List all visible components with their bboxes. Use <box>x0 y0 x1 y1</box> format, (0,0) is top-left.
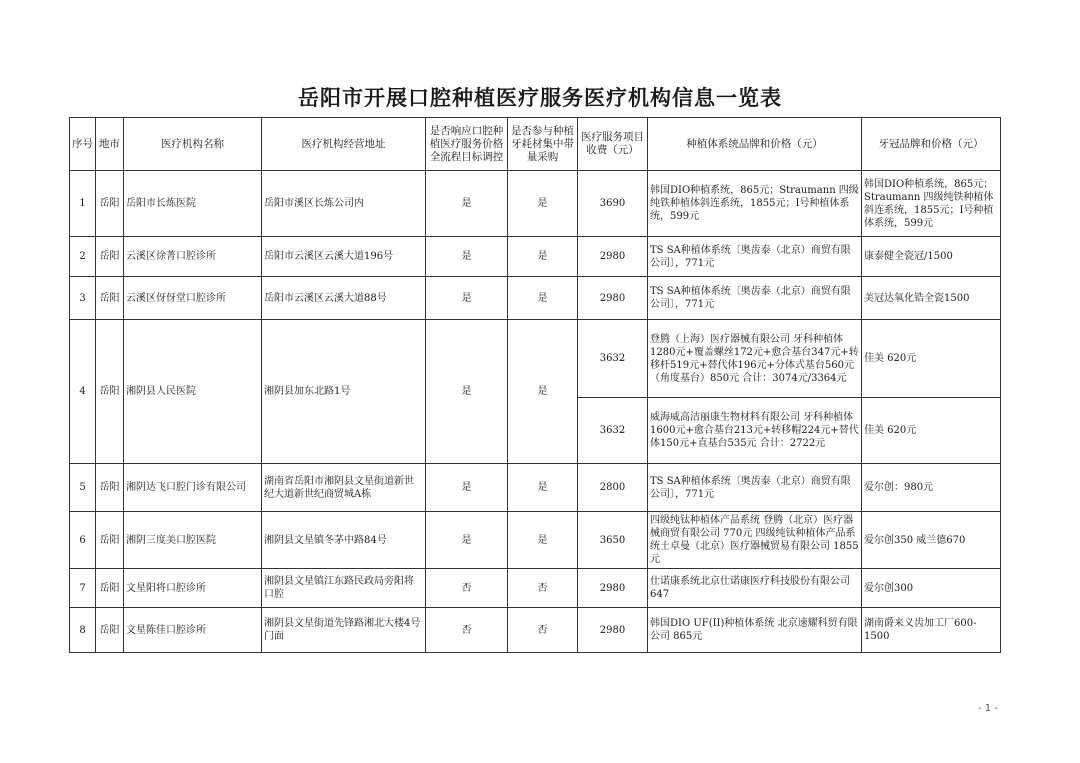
row-address: 湘阴县文星镇江东路民政局旁阳将口腔 <box>262 569 426 608</box>
row-city: 岳阳 <box>96 608 124 653</box>
row-price-control: 是 <box>426 277 508 320</box>
row-procurement: 是 <box>508 277 578 320</box>
row-procurement: 否 <box>508 569 578 608</box>
row-implant: 韩国DIO种植系统，865元；Straumann 四级纯铁种植体斜连系统，1855元；I号种植体系统，599元 <box>648 171 862 237</box>
row-crown: 爱尔创350 威兰德670 <box>862 512 1001 569</box>
row-seq: 1 <box>70 171 96 237</box>
header-row <box>70 118 1001 171</box>
header-city: 地市 <box>96 118 124 171</box>
row-procurement: 是 <box>508 320 578 464</box>
row-implant: TS SA种植体系统〔奥齿泰（北京）商贸有限公司〕，771元 <box>648 277 862 320</box>
table-row <box>70 512 1001 569</box>
row-procurement: 否 <box>508 608 578 653</box>
row-procurement: 是 <box>508 512 578 569</box>
row-seq: 8 <box>70 608 96 653</box>
row-seq: 3 <box>70 277 96 320</box>
table-row <box>70 608 1001 653</box>
row-implant: 韩国DIO UF(II)种植体系统 北京速耀科贸有限公司 865元 <box>648 608 862 653</box>
row-crown: 康泰健全瓷冠/1500 <box>862 237 1001 277</box>
row-city: 岳阳 <box>96 277 124 320</box>
row-name: 云溪区徐菁口腔诊所 <box>124 237 262 277</box>
header-crown: 牙冠品牌和价格（元） <box>862 118 1001 171</box>
row-address: 岳阳市云溪区云溪大道196号 <box>262 237 426 277</box>
row-seq: 4 <box>70 320 96 464</box>
row-name: 湘阴县人民医院 <box>124 320 262 464</box>
row-name: 湘阴达飞口腔门诊有限公司 <box>124 464 262 512</box>
header-price-control: 是否响应口腔种植医疗服务价格全流程目标调控 <box>426 118 508 171</box>
row-name: 文星陈佳口腔诊所 <box>124 608 262 653</box>
row-address: 湘阴县文星街道先锋路湘北大楼4号门面 <box>262 608 426 653</box>
row-address: 湖南省岳阳市湘阴县文星街道新世纪大道新世纪商贸城A栋 <box>262 464 426 512</box>
row-implant: 威海威高洁丽康生物材料有限公司 牙科种植体1600元+愈合基台213元+转移帽224元+替代体150元+直基台535元 合计：2722元 <box>648 398 862 464</box>
row-procurement: 是 <box>508 237 578 277</box>
row-fee: 2980 <box>578 237 648 277</box>
header-procurement: 是否参与种植牙耗材集中带量采购 <box>508 118 578 171</box>
row-name: 文星阳将口腔诊所 <box>124 569 262 608</box>
table-row <box>70 237 1001 277</box>
row-city: 岳阳 <box>96 320 124 464</box>
header-implant: 种植体系统品牌和价格（元） <box>648 118 862 171</box>
row-address: 湘阴县加东北路1号 <box>262 320 426 464</box>
row-fee: 3632 <box>578 320 648 398</box>
row-seq: 5 <box>70 464 96 512</box>
row-name: 湘阴三度美口腔医院 <box>124 512 262 569</box>
row-price-control: 否 <box>426 569 508 608</box>
table-row <box>70 464 1001 512</box>
row-procurement: 是 <box>508 171 578 237</box>
row-city: 岳阳 <box>96 512 124 569</box>
row-price-control: 是 <box>426 512 508 569</box>
row-address: 岳阳市溪区长炼公司内 <box>262 171 426 237</box>
row-fee: 2980 <box>578 569 648 608</box>
row-price-control: 是 <box>426 464 508 512</box>
row-price-control: 是 <box>426 320 508 464</box>
row-fee: 2800 <box>578 464 648 512</box>
row-crown: 韩国DIO种植系统，865元；Straumann 四级纯铁种植体斜连系统，1855元；I号种植体系统，599元 <box>862 171 1001 237</box>
table-row <box>70 277 1001 320</box>
row-crown: 佳美 620元 <box>862 320 1001 398</box>
row-crown: 爱尔创：980元 <box>862 464 1001 512</box>
header-address: 医疗机构经营地址 <box>262 118 426 171</box>
row-price-control: 是 <box>426 171 508 237</box>
row-fee: 2980 <box>578 608 648 653</box>
row-implant: 四级纯钛种植体产品系统 登腾（北京）医疗器械商贸有限公司 770元 四级纯钛种植体产品系统士卓曼（北京）医疗器械贸易有限公司 1855元 <box>648 512 862 569</box>
row-city: 岳阳 <box>96 171 124 237</box>
row-implant: TS SA种植体系统〔奥齿泰（北京）商贸有限公司〕，771元 <box>648 464 862 512</box>
table-row <box>70 320 1001 398</box>
row-implant: TS SA种植体系统〔奥齿泰（北京）商贸有限公司〕，771元 <box>648 237 862 277</box>
institution-table <box>69 117 1001 653</box>
row-crown: 美冠达氧化锆全瓷1500 <box>862 277 1001 320</box>
header-seq: 序号 <box>70 118 96 171</box>
row-price-control: 否 <box>426 608 508 653</box>
row-name: 云溪区伢伢堂口腔诊所 <box>124 277 262 320</box>
row-address: 岳阳市云溪区云溪大道88号 <box>262 277 426 320</box>
row-implant: 登腾（上海）医疗器械有限公司 牙科种植体1280元+覆盖螺丝172元+愈合基台347元+转移杆519元+替代体196元+分体式基台560元（角度基台）850元 合计：3074元/3364元 <box>648 320 862 398</box>
row-crown: 湖南爵来义齿加工厂600-1500 <box>862 608 1001 653</box>
row-seq: 6 <box>70 512 96 569</box>
row-city: 岳阳 <box>96 569 124 608</box>
row-fee: 3650 <box>578 512 648 569</box>
header-name: 医疗机构名称 <box>124 118 262 171</box>
table-row <box>70 171 1001 237</box>
row-procurement: 是 <box>508 464 578 512</box>
row-implant: 仕诺康系统北京仕诺康医疗科技股份有限公司647 <box>648 569 862 608</box>
row-city: 岳阳 <box>96 464 124 512</box>
row-seq: 2 <box>70 237 96 277</box>
table-row <box>70 569 1001 608</box>
page-title: 岳阳市开展口腔种植医疗服务医疗机构信息一览表 <box>298 86 782 110</box>
row-address: 湘阴县文星镇冬茅中路84号 <box>262 512 426 569</box>
row-seq: 7 <box>70 569 96 608</box>
page-number: - 1 - <box>978 703 998 714</box>
row-fee: 2980 <box>578 277 648 320</box>
row-city: 岳阳 <box>96 237 124 277</box>
row-fee: 3632 <box>578 398 648 464</box>
header-fee: 医疗服务项目收费（元） <box>578 118 648 171</box>
row-crown: 佳美 620元 <box>862 398 1001 464</box>
row-name: 岳阳市长炼医院 <box>124 171 262 237</box>
row-crown: 爱尔创300 <box>862 569 1001 608</box>
row-fee: 3690 <box>578 171 648 237</box>
row-price-control: 是 <box>426 237 508 277</box>
